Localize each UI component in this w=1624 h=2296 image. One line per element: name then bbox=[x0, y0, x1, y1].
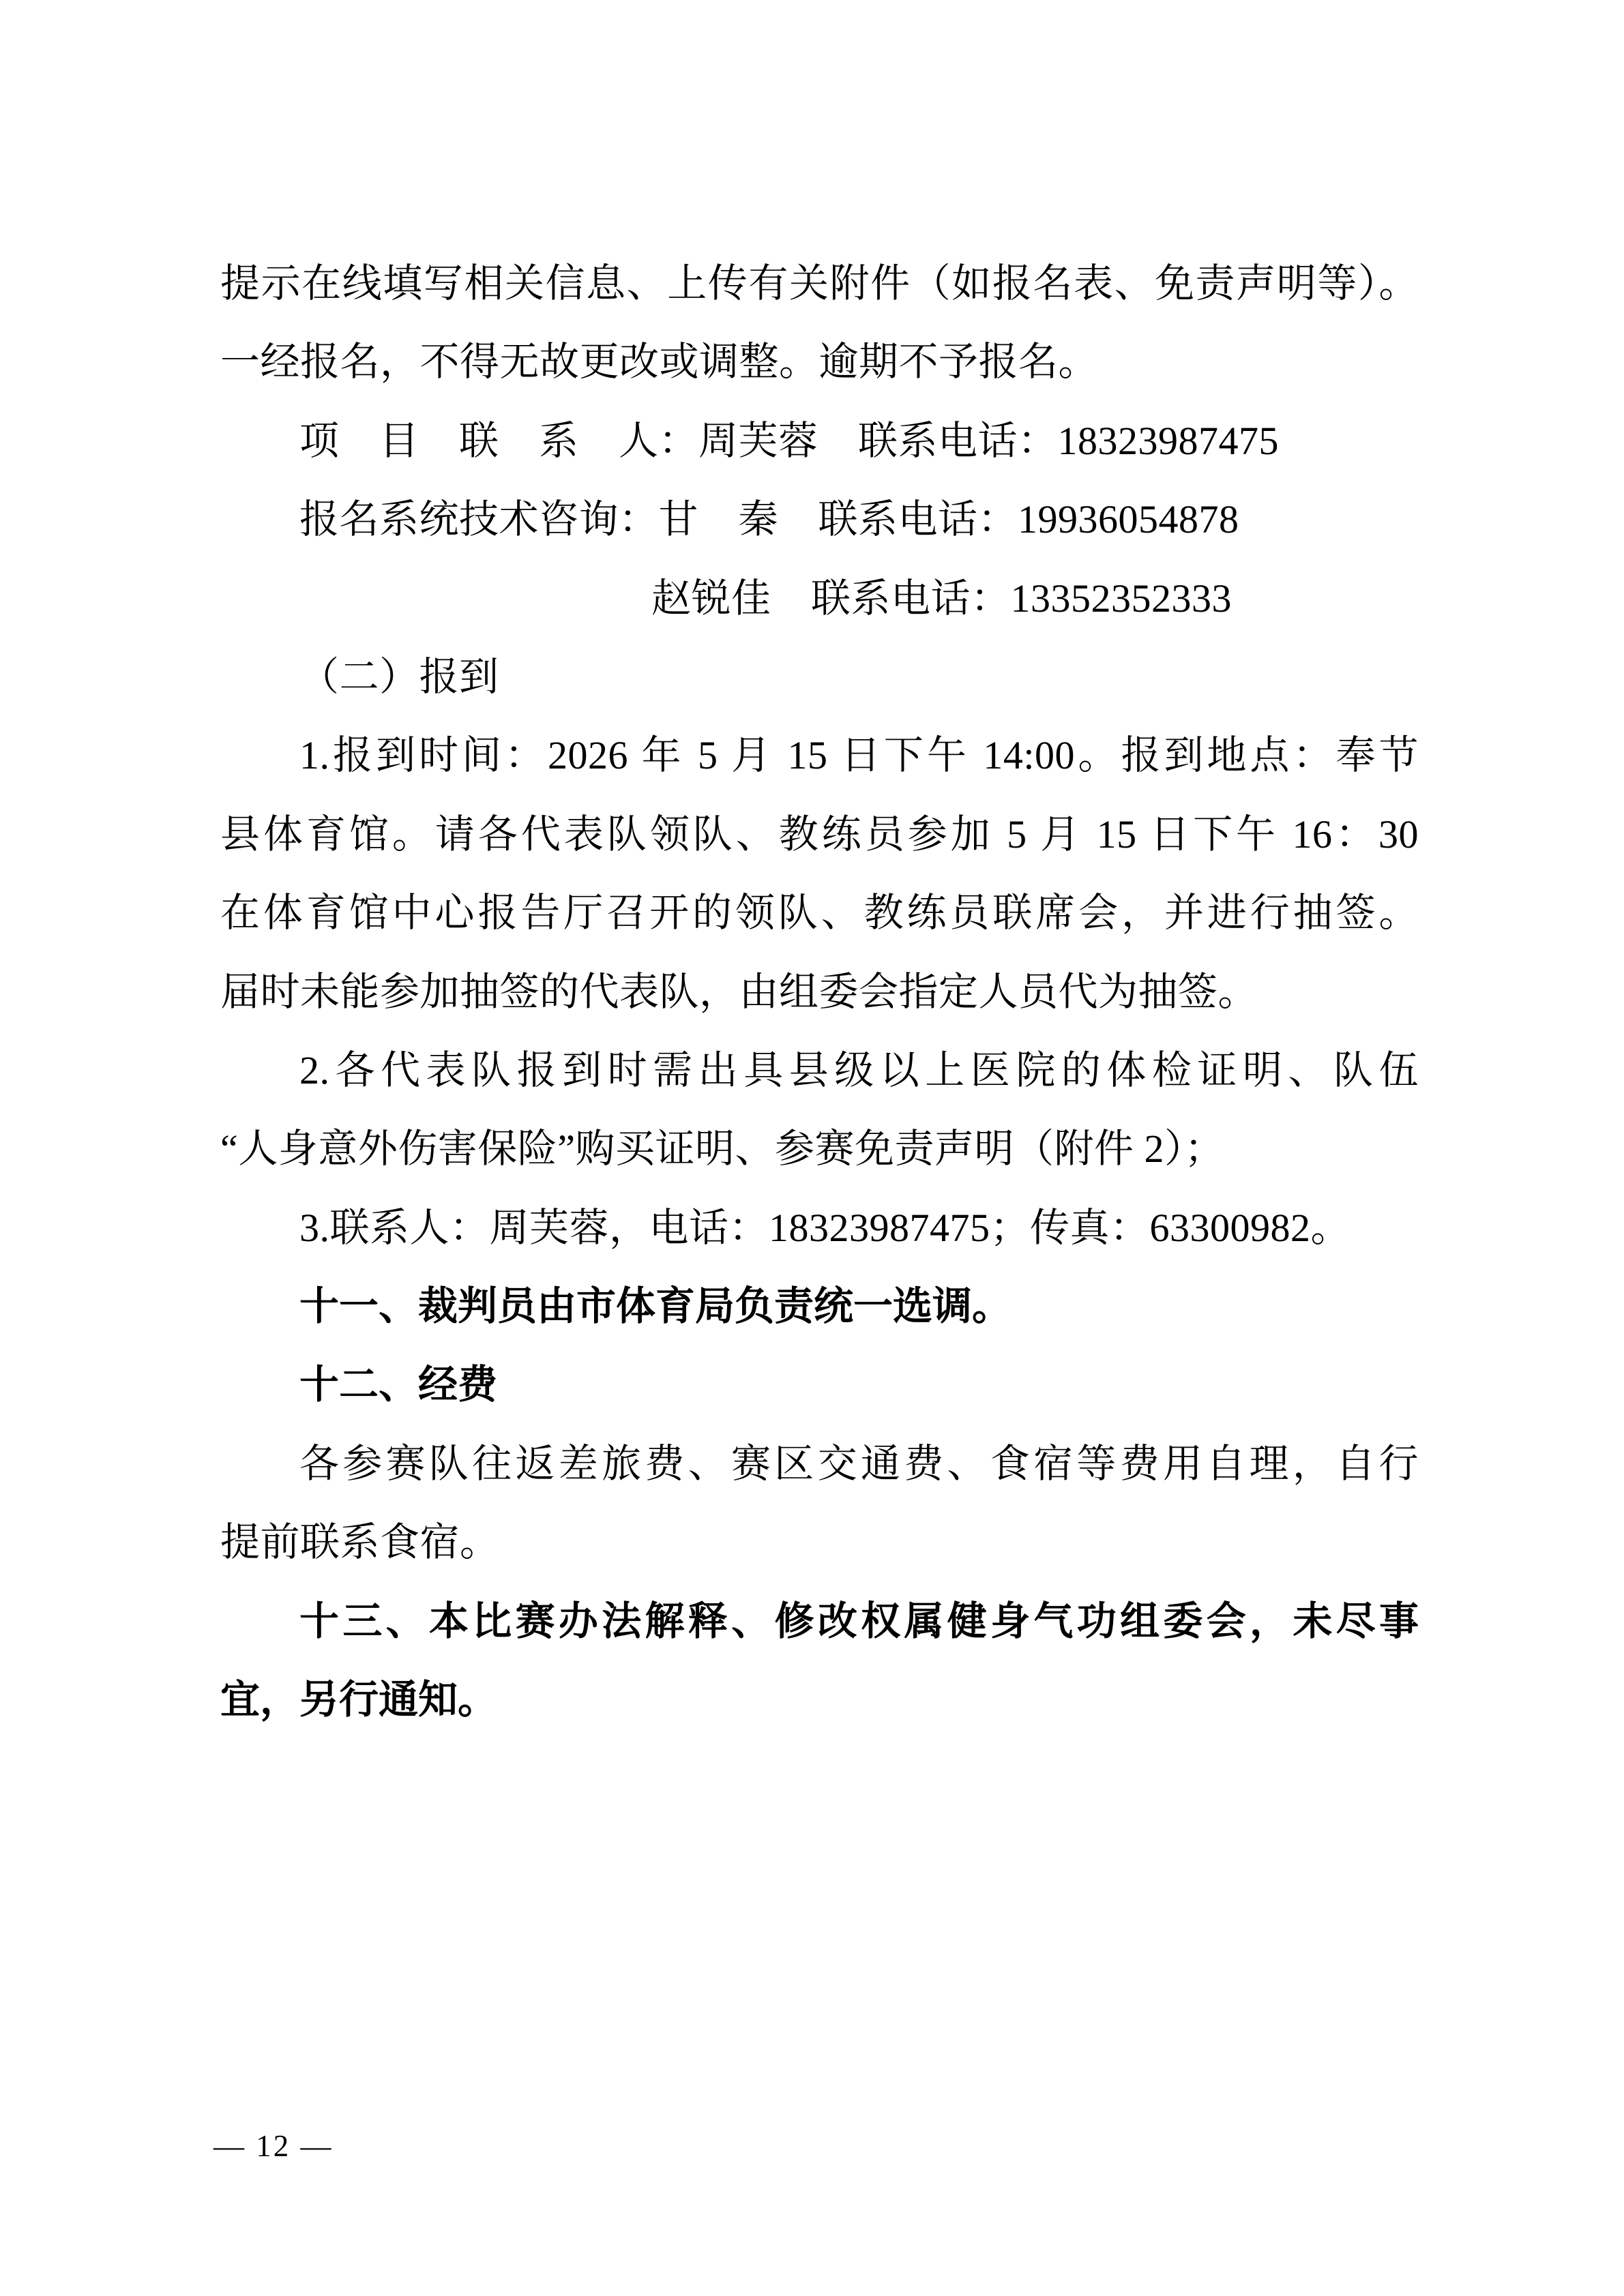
section-heading-12: 十二、经费 bbox=[299, 1362, 498, 1407]
document-line: “人身意外伤害保险”购买证明、参赛免责声明（附件 2）； bbox=[220, 1127, 1224, 1172]
contact-line-system: 报名系统技术咨询：甘 秦 联系电话：19936054878 bbox=[299, 497, 1239, 542]
document-line: 县体育馆。请各代表队领队、教练员参加 5 月 15 日下午 16：30 bbox=[220, 811, 1419, 856]
document-line: 一经报名，不得无故更改或调整。逾期不予报名。 bbox=[220, 340, 1099, 385]
document-line: 提前联系食宿。 bbox=[220, 1520, 500, 1565]
section-heading-11: 十一、裁判员由市体育局负责统一选调。 bbox=[299, 1284, 1012, 1329]
contact-line-system2: 赵锐佳 联系电话：13352352333 bbox=[651, 576, 1232, 621]
section-heading-13: 十三、本比赛办法解释、修改权属健身气功组委会，未尽事 bbox=[299, 1598, 1419, 1643]
document-line: 在体育馆中心报告厅召开的领队、教练员联席会，并进行抽签。 bbox=[220, 891, 1419, 936]
page-number: — 12 — bbox=[213, 2129, 334, 2163]
contact-line-project: 项 目 联 系 人：周芙蓉 联系电话：18323987475 bbox=[299, 418, 1280, 463]
subsection-heading-checkin: （二）报到 bbox=[299, 654, 499, 699]
contact-line-checkin: 3.联系人：周芙蓉，电话：18323987475；传真：63300982。 bbox=[299, 1205, 1351, 1250]
document-line: 提示在线填写相关信息、上传有关附件（如报名表、免责声明等）。 bbox=[220, 261, 1419, 305]
document-line: 1.报到时间：2026 年 5 月 15 日下午 14:00。报到地点：奉节 bbox=[299, 733, 1419, 778]
document-line: 宜，另行通知。 bbox=[220, 1678, 498, 1723]
document-line: 届时未能参加抽签的代表队，由组委会指定人员代为抽签。 bbox=[220, 969, 1258, 1014]
document-line: 各参赛队往返差旅费、赛区交通费、食宿等费用自理，自行 bbox=[299, 1441, 1419, 1486]
document-line: 2.各代表队报到时需出具县级以上医院的体检证明、队伍 bbox=[299, 1047, 1419, 1092]
document-body bbox=[220, 244, 1419, 1739]
